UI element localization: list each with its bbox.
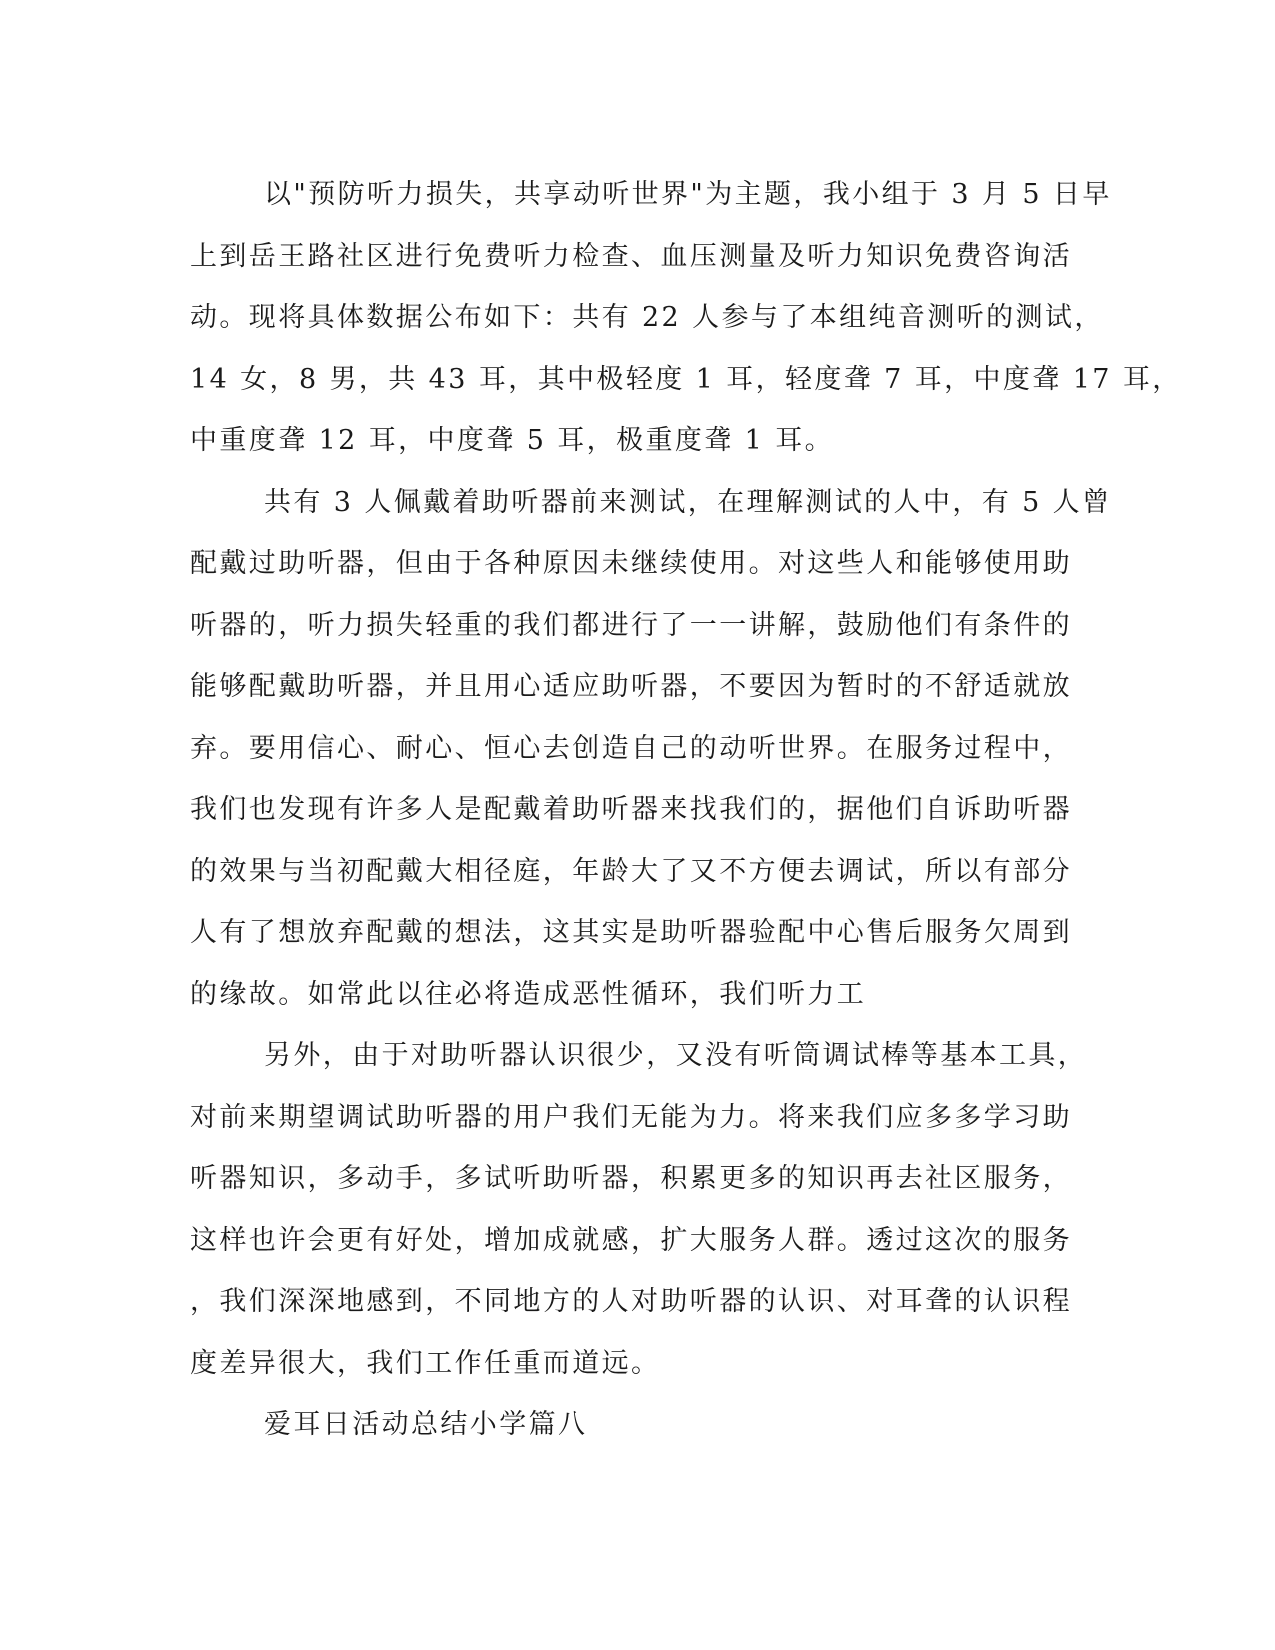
text-line: 人有了想放弃配戴的想法，这其实是助听器验配中心售后服务欠周到: [190, 917, 1072, 948]
text-line: 度差异很大，我们工作任重而道远。: [190, 1347, 661, 1379]
text-line: 14 女，8 男，共 43 耳，其中极轻度 1 耳，轻度聋 7 耳，中度聋 17 耳，: [190, 363, 1182, 395]
text-line: 这样也许会更有好处，增加成就感，扩大服务人群。透过这次的服务: [190, 1224, 1072, 1256]
text-line: 我们也发现有许多人是配戴着助听器来找我们的，据他们自诉助听器: [190, 794, 1072, 825]
text-line: 以"预防听力损失，共享动听世界"为主题，我小组于 3 月 5 日早: [264, 179, 1112, 210]
paragraph-survey-results: [190, 164, 1182, 472]
paragraph-reflection: [190, 1025, 1088, 1394]
text-line: 上到岳王路社区进行免费听力检查、血压测量及听力知识免费咨询活: [190, 240, 1072, 272]
text-line: ，我们深深地感到，不同地方的人对助听器的认识、对耳聋的认识程: [190, 1286, 1072, 1317]
text-line: 动。现将具体数据公布如下：共有 22 人参与了本组纯音测听的测试，: [190, 302, 1104, 333]
document-body: [190, 164, 1182, 1456]
text-line: 弃。要用信心、耐心、恒心去创造自己的动听世界。在服务过程中，: [190, 732, 1072, 764]
section-heading-text: 爱耳日活动总结小学篇八: [264, 1409, 588, 1440]
text-line: 配戴过助听器，但由于各种原因未继续使用。对这些人和能够使用助: [190, 548, 1072, 579]
text-line: 听器的，听力损失轻重的我们都进行了一一讲解，鼓励他们有条件的: [190, 609, 1072, 641]
section-heading: [190, 1394, 1070, 1456]
text-line: 的缘故。如常此以往必将造成恶性循环，我们听力工: [190, 978, 867, 1010]
paragraph-hearing-aid-users: [190, 472, 1112, 1026]
text-line: 共有 3 人佩戴着助听器前来测试，在理解测试的人中，有 5 人曾: [264, 486, 1112, 518]
text-line: 对前来期望调试助听器的用户我们无能为力。将来我们应多多学习助: [190, 1101, 1072, 1133]
text-line: 另外，由于对助听器认识很少，又没有听筒调试棒等基本工具，: [264, 1040, 1088, 1071]
text-line: 中重度聋 12 耳，中度聋 5 耳，极重度聋 1 耳。: [190, 425, 835, 456]
text-line: 能够配戴助听器，并且用心适应助听器，不要因为暂时的不舒适就放: [190, 671, 1072, 702]
text-line: 听器知识，多动手，多试听助听器，积累更多的知识再去社区服务，: [190, 1163, 1072, 1194]
text-line: 的效果与当初配戴大相径庭，年龄大了又不方便去调试，所以有部分: [190, 855, 1072, 887]
